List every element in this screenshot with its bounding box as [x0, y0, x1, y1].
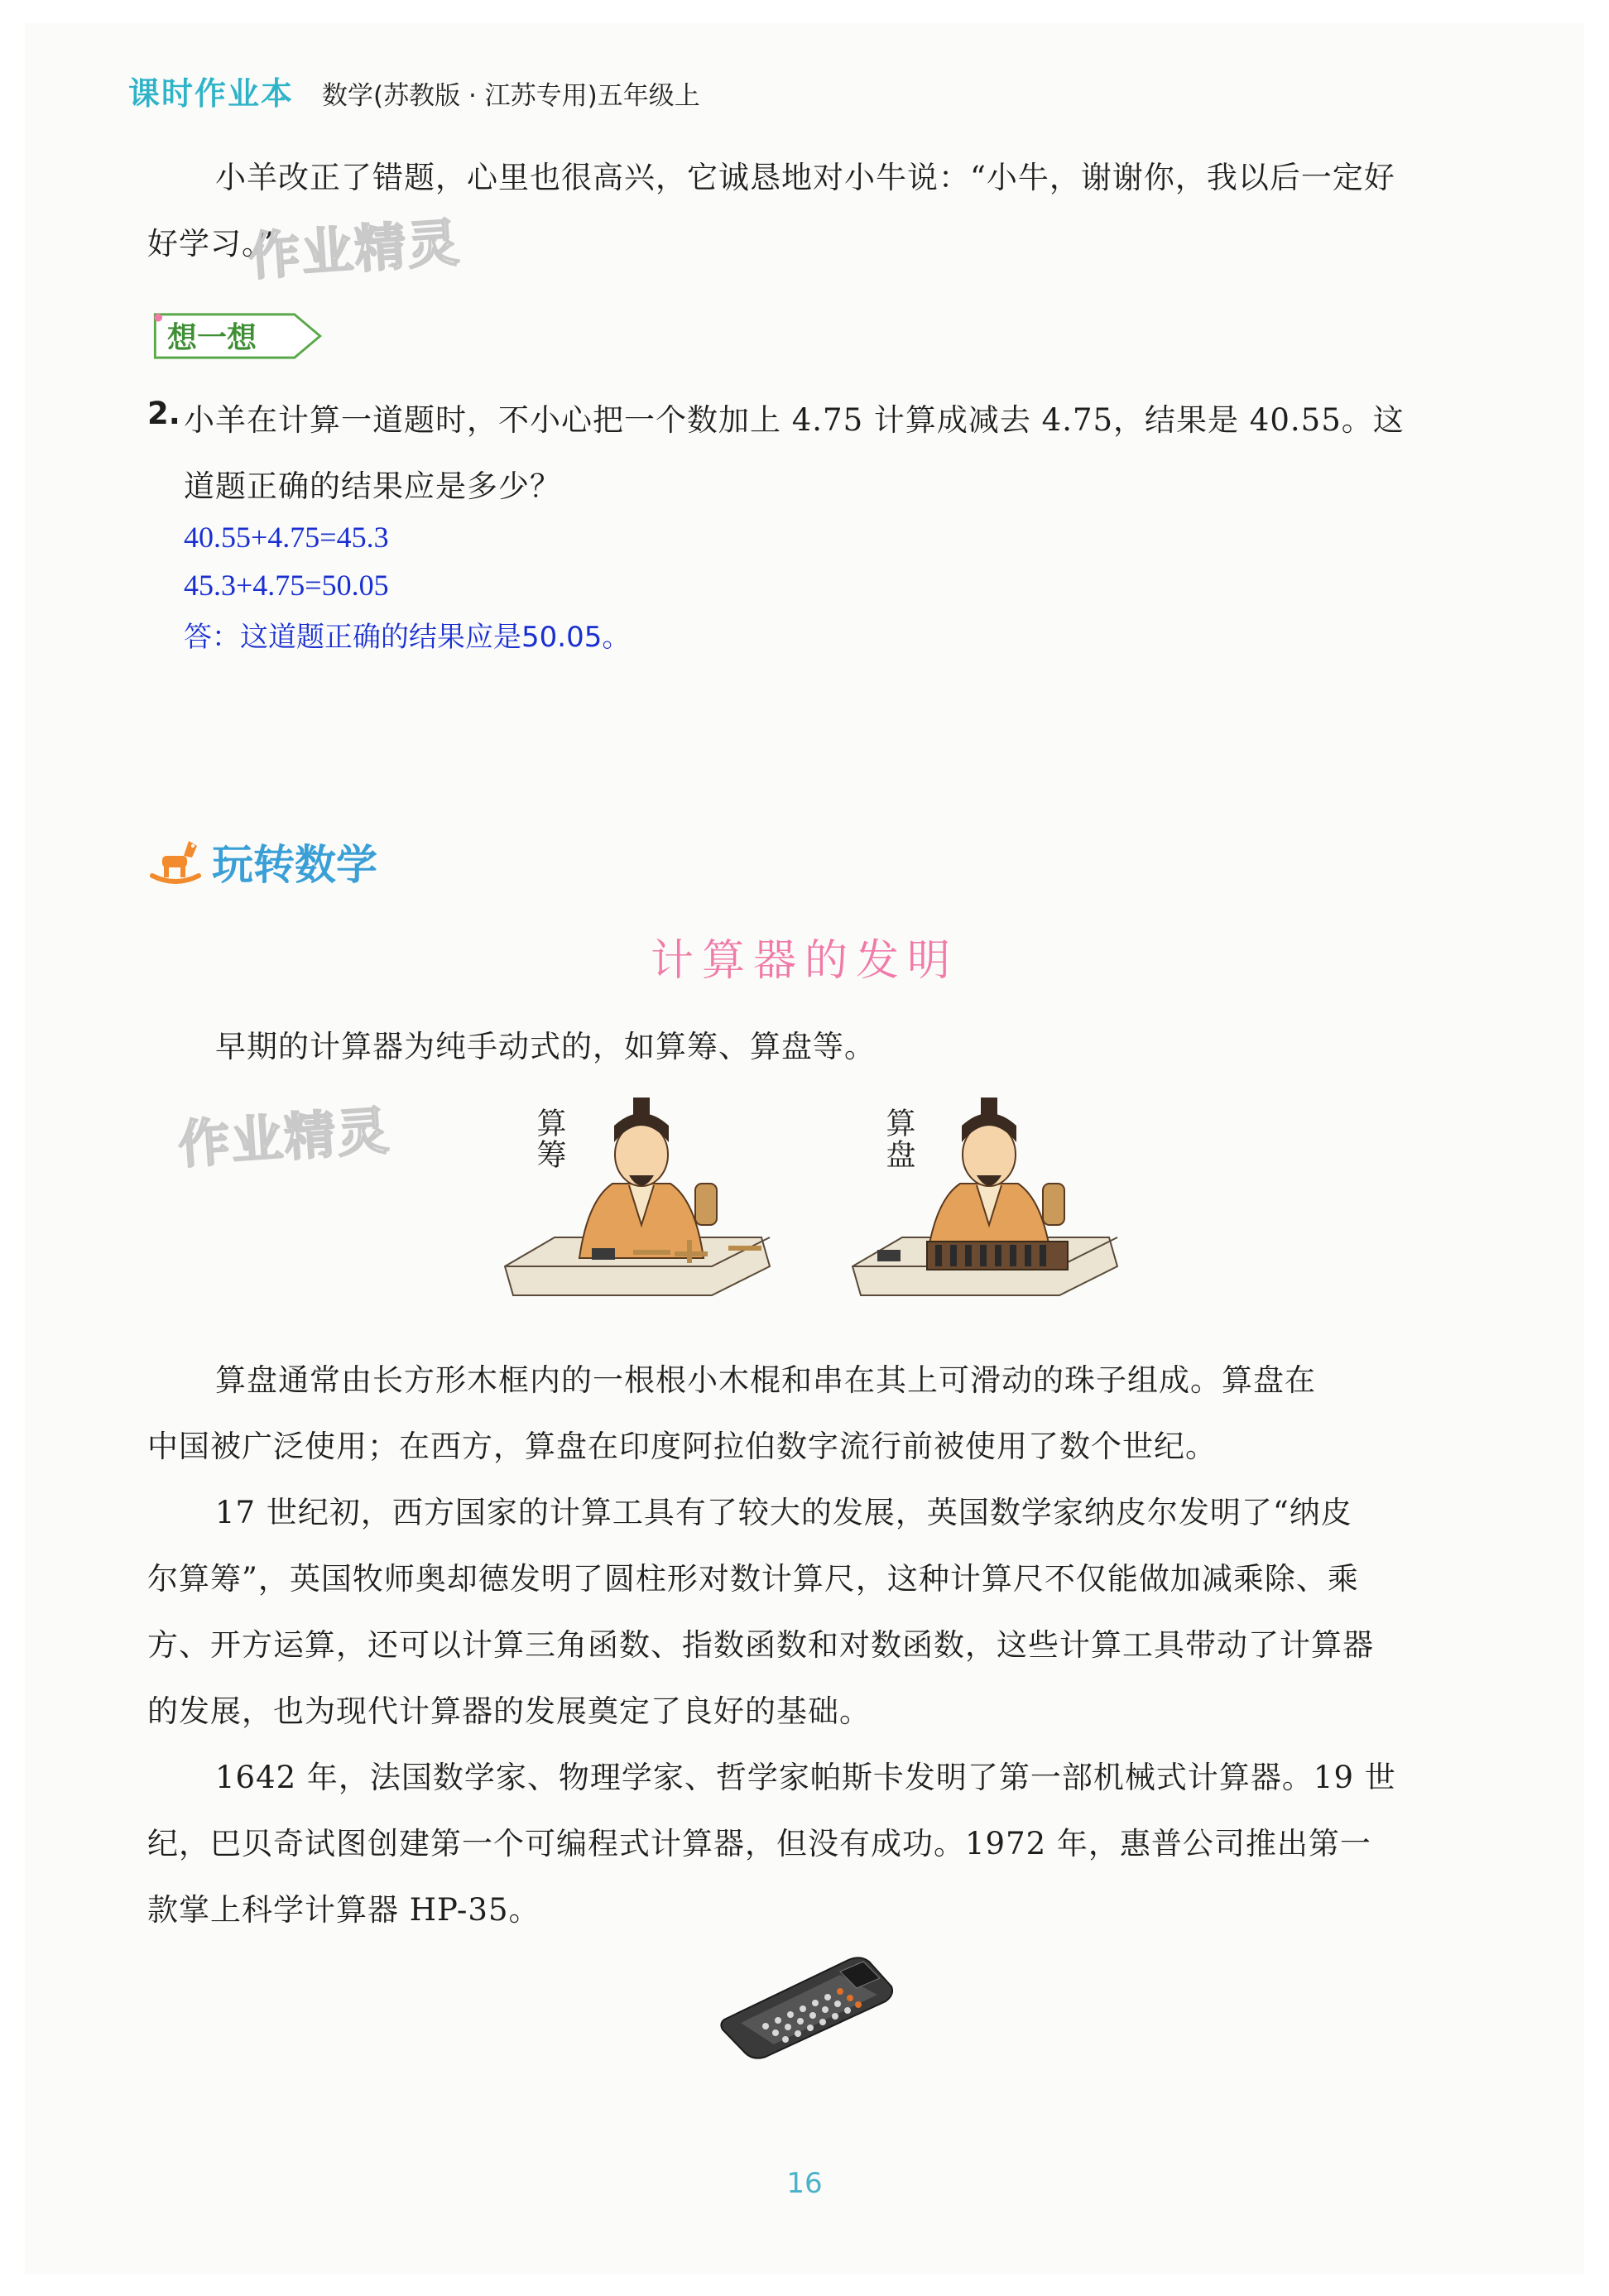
- question-number: 2.: [147, 396, 180, 431]
- article-paragraph-2: [147, 1347, 1472, 1480]
- intro-line-2: 好学习。”: [147, 226, 275, 262]
- question-line-2: 道题正确的结果应是多少？: [184, 468, 561, 504]
- intro-line-1: 小羊改正了错题，心里也很高兴，它诚恳地对小牛说：“小牛，谢谢你，我以后一定好: [215, 160, 1395, 195]
- question-line-1: 小羊在计算一道题时，不小心把一个数加上 4.75 计算成减去 4.75，结果是 40.55。这: [184, 402, 1405, 438]
- brand-title: 课时作业本: [128, 75, 295, 112]
- paragraph-4-line-1: 1642 年，法国数学家、物理学家、哲学家帕斯卡发明了第一部机械式计算器。19 世: [215, 1760, 1396, 1795]
- paragraph-3-line-3: 方、开方运算，还可以计算三角函数、指数函数和对数函数，这些计算工具带动了计算器: [147, 1627, 1374, 1663]
- rocking-horse-icon: [147, 836, 204, 887]
- counting-rods-illustration: [497, 1093, 778, 1299]
- paragraph-3-line-1: 17 世纪初，西方国家的计算工具有了较大的发展，英国数学家纳皮尔发明了“纳皮: [215, 1495, 1352, 1530]
- article-paragraph-4: [147, 1745, 1472, 1943]
- answer-line-3: 答：这道题正确的结果应是50.05。: [184, 621, 631, 654]
- watermark-1: 作业精灵: [247, 212, 463, 287]
- figure-label-abacus: 算盘: [881, 1107, 915, 1170]
- answer-line-2: 45.3+4.75=50.05: [184, 569, 389, 602]
- paragraph-3-line-2: 尔算筹”，英国牧师奥却德发明了圆柱形对数计算尺，这种计算尺不仅能做加减乘除、乘: [147, 1561, 1359, 1597]
- section-title: 玩转数学: [212, 841, 377, 889]
- page-number: 16: [786, 2167, 823, 2200]
- page-header: [128, 68, 700, 113]
- question-text: [184, 387, 1475, 520]
- think-tag-label: 想一想: [167, 321, 257, 355]
- paragraph-2-line-2: 中国被广泛使用；在西方，算盘在印度阿拉伯数字流行前被使用了数个世纪。: [147, 1429, 1217, 1464]
- section-header: [147, 832, 377, 891]
- abacus-illustration: [844, 1093, 1126, 1299]
- article-paragraph-1: 早期的计算器为纯手动式的，如算筹、算盘等。: [215, 1029, 876, 1064]
- article-title: 计算器的发明: [650, 936, 958, 986]
- paragraph-3-line-4: 的发展，也为现代计算器的发展奠定了良好的基础。: [147, 1693, 871, 1729]
- calculator-illustration: [716, 1953, 898, 2061]
- answer-line-1: 40.55+4.75=45.3: [184, 521, 389, 554]
- book-subtitle: 数学(苏教版 · 江苏专用)五年级上: [322, 81, 700, 111]
- paragraph-4-line-2: 纪，巴贝奇试图创建第一个可编程式计算器，但没有成功。1972 年，惠普公司推出第一: [147, 1826, 1371, 1861]
- paragraph-4-line-3: 款掌上科学计算器 HP-35。: [147, 1892, 540, 1928]
- article-paragraph-3: [147, 1480, 1472, 1745]
- figure-label-counting-rods: 算筹: [532, 1107, 566, 1170]
- watermark-2: 作业精灵: [176, 1100, 392, 1175]
- paragraph-2-line-1: 算盘通常由长方形木框内的一根根小木棍和串在其上可滑动的珠子组成。算盘在: [215, 1362, 1316, 1398]
